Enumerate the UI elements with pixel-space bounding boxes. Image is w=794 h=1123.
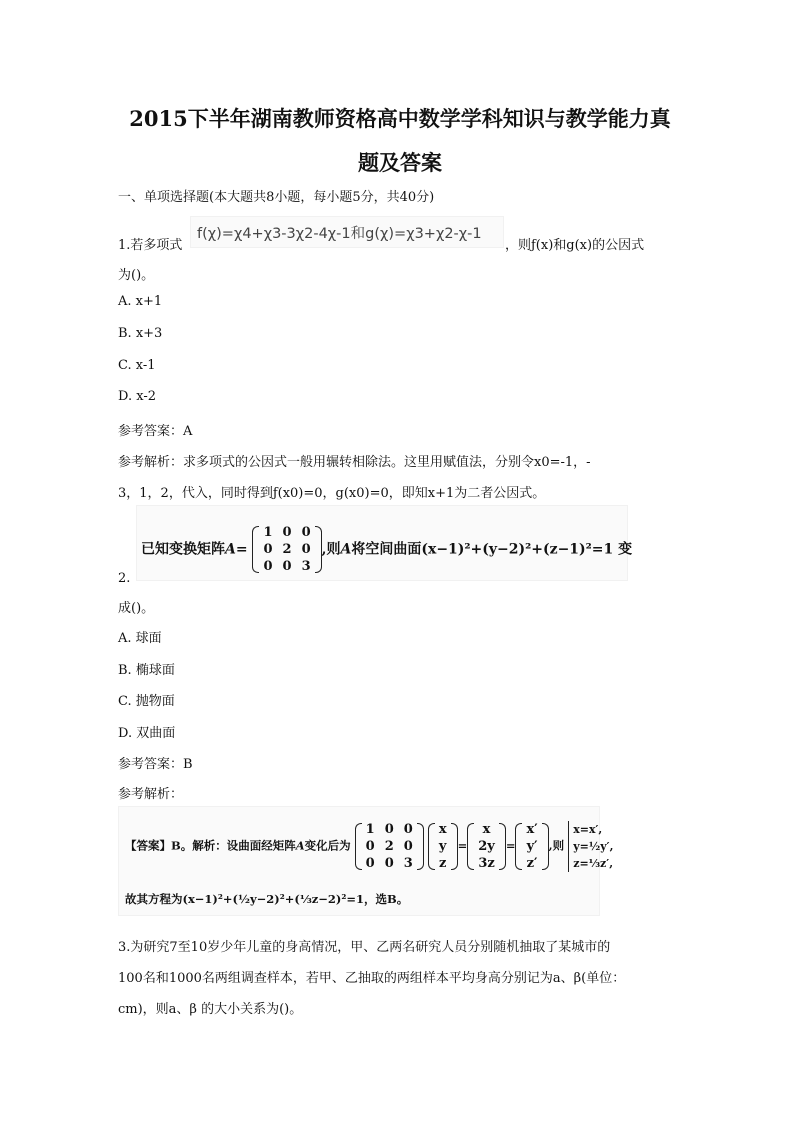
q2-image-suffix3: 将空间曲面 [351, 541, 422, 558]
q2-question-image [136, 505, 633, 581]
q2-image-prefix: 已知变换矩阵 [141, 541, 225, 558]
q2-vector-prime: x′ y′ z′ [515, 821, 548, 872]
q2-matrix-name: A= [225, 541, 248, 558]
q2-vector-xyz: x y z [428, 821, 458, 872]
q2-equation-system: x=x′, y=½y′, z=⅓z′, [568, 821, 613, 872]
q1-formula-image [190, 216, 504, 248]
q2-image-text: 已知变换矩阵A= 1 0 0 0 2 0 0 0 3 ,则A将空间曲面(x−1)²+(y−2)²+(z−1)²=1 变 [141, 525, 633, 574]
q1-option-c: C. x-1 [118, 358, 156, 373]
q1-suffix: ，则ƒ(x)和g(x)的公因式 [505, 238, 645, 253]
section-heading: 一、单项选择题(本大题共8小题，每小题5分，共40分) [118, 190, 435, 205]
q1-line2: 为()。 [118, 268, 155, 283]
q3-line1: 3.为研究7至10岁少年儿童的身高情况，甲、乙两名研究人员分别随机抽取了某城市的 [118, 940, 611, 955]
q2-line2: 成()。 [118, 601, 155, 616]
q2-analysis-row2: 故其方程为(x−1)²+(½y−2)²+(⅓z−2)²=1，选B。 [125, 892, 409, 906]
q3-line2: 100名和1000名两组调查样本，若甲、乙抽取的两组样本平均身高分别记为a、β(单位： [118, 971, 626, 986]
q2-option-d: D. 双曲面 [118, 726, 176, 741]
q2-image-suffix: ,则 [321, 541, 341, 558]
q1-formula: f(χ)=χ4+χ3-3χ2-4χ-1和g(χ)=χ3+χ2-χ-1 [197, 226, 482, 242]
q2-option-a: A. 球面 [118, 631, 162, 646]
document-title-line2: 题及答案 [358, 150, 442, 175]
q1-option-a: A. x+1 [118, 294, 163, 309]
q1-analysis-line1: 参考解析：求多项式的公因式一般用辗转相除法。这里用赋值法，分别令x0=-1，- [118, 455, 591, 470]
q1-answer: 参考答案：A [118, 424, 193, 439]
q2-analysis-label: 参考解析： [118, 787, 184, 802]
q1-prefix: 1.若多项式 [118, 238, 183, 253]
q1-analysis-line2: 3，1，2，代入，同时得到ƒ(x0)=0，g(x0)=0，即知x+1为二者公因式。 [118, 486, 546, 501]
q2-answer: 参考答案：B [118, 757, 193, 772]
q2-option-b: B. 椭球面 [118, 663, 175, 678]
document-title-line1: 2015下半年湖南教师资格高中数学学科知识与教学能力真 [129, 106, 671, 131]
q2-analysis-row1: 【答案】B。解析：设曲面经矩阵A变化后为 1 0 0 0 2 0 0 0 3 x y z = x 2y 3z = x′ y′ z′ ,则 x=x′, y=½y′, z=⅓z′, [125, 822, 614, 871]
q2-vector-result: x 2y 3z [467, 821, 506, 872]
q2-option-c: C. 抛物面 [118, 694, 175, 709]
q3-line3: cm)，则a、β 的大小关系为()。 [118, 1002, 303, 1017]
q2-matrix: 1 0 0 0 2 0 0 0 3 [252, 524, 321, 575]
q1-option-b: B. x+3 [118, 326, 163, 341]
q2-number: 2. [118, 571, 131, 586]
q2-analysis-matrix: 1 0 0 0 2 0 0 0 3 [355, 821, 424, 872]
q1-option-d: D. x-2 [118, 389, 156, 404]
q2-equation: (x−1)²+(y−2)²+(z−1)²=1 变 [421, 541, 633, 558]
q2-analysis-image [118, 806, 614, 916]
